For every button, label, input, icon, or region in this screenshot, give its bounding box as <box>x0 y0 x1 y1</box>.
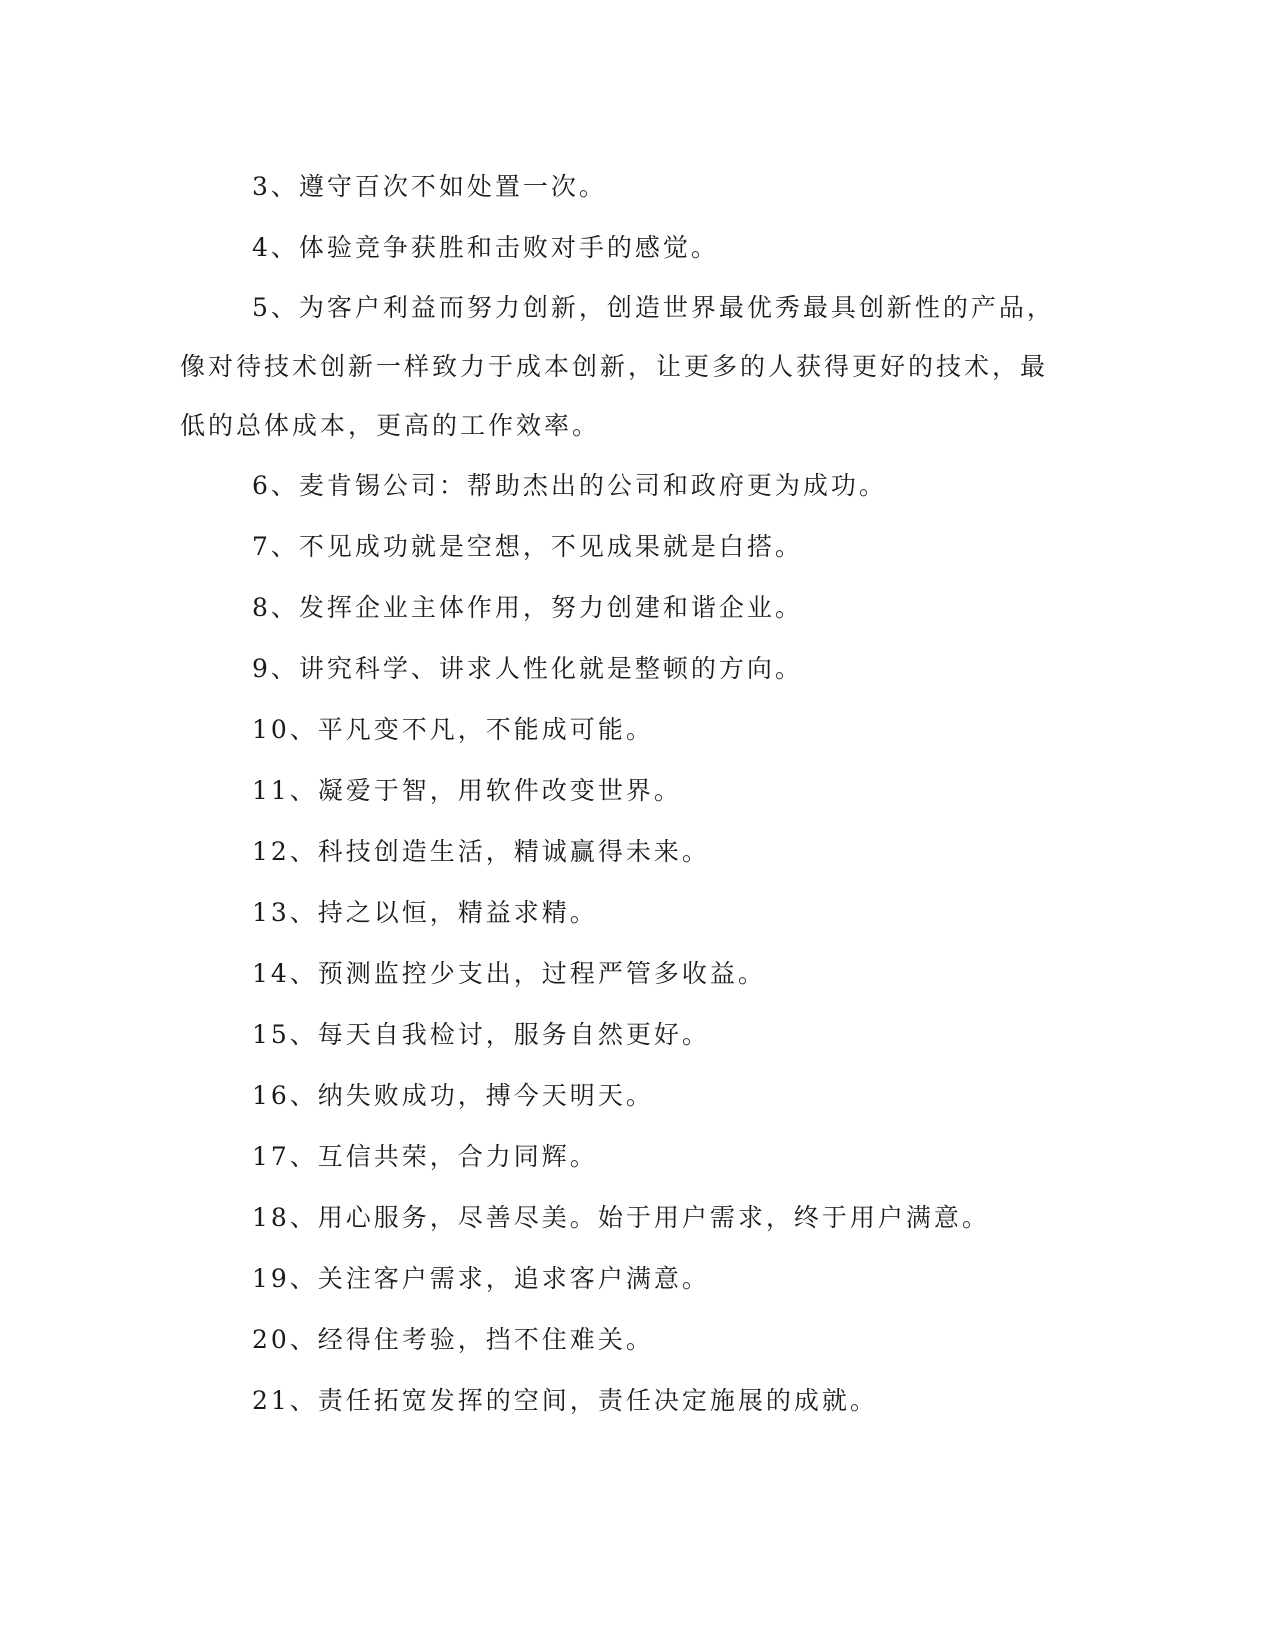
paragraph-20: 20、经得住考验，挡不住难关。 <box>252 1325 654 1354</box>
paragraph-21: 21、责任拓宽发挥的空间，责任决定施展的成就。 <box>252 1386 878 1415</box>
paragraph-10: 10、平凡变不凡，不能成可能。 <box>252 715 654 744</box>
paragraph-6: 6、麦肯锡公司：帮助杰出的公司和政府更为成功。 <box>252 471 887 500</box>
paragraph-19: 19、关注客户需求，追求客户满意。 <box>252 1264 710 1293</box>
paragraph-18: 18、用心服务，尽善尽美。始于用户需求，终于用户满意。 <box>252 1203 990 1232</box>
paragraph-4: 4、体验竞争获胜和击败对手的感觉。 <box>252 233 719 262</box>
paragraph-16: 16、纳失败成功，搏今天明天。 <box>252 1081 654 1110</box>
paragraph-9: 9、讲究科学、讲求人性化就是整顿的方向。 <box>252 654 803 683</box>
paragraph-11: 11、凝爱于智，用软件改变世界。 <box>252 776 682 805</box>
paragraph-3: 3、遵守百次不如处置一次。 <box>252 172 607 201</box>
paragraph-13: 13、持之以恒，精益求精。 <box>252 898 598 927</box>
paragraph-12: 12、科技创造生活，精诚赢得未来。 <box>252 837 710 866</box>
paragraph-7: 7、不见成功就是空想，不见成果就是白搭。 <box>252 532 803 561</box>
paragraph-17: 17、互信共荣，合力同辉。 <box>252 1142 598 1171</box>
paragraph-8: 8、发挥企业主体作用，努力创建和谐企业。 <box>252 593 803 622</box>
paragraph-14: 14、预测监控少支出，过程严管多收益。 <box>252 959 766 988</box>
document-body <box>180 156 1060 1431</box>
paragraph-5: 5、为客户利益而努力创新，创造世界最优秀最具创新性的产品，像对待技术创新一样致力于成本创新，让更多的人获得更好的技术，最低的总体成本，更高的工作效率。 <box>180 293 1055 440</box>
paragraph-15: 15、每天自我检讨，服务自然更好。 <box>252 1020 710 1049</box>
